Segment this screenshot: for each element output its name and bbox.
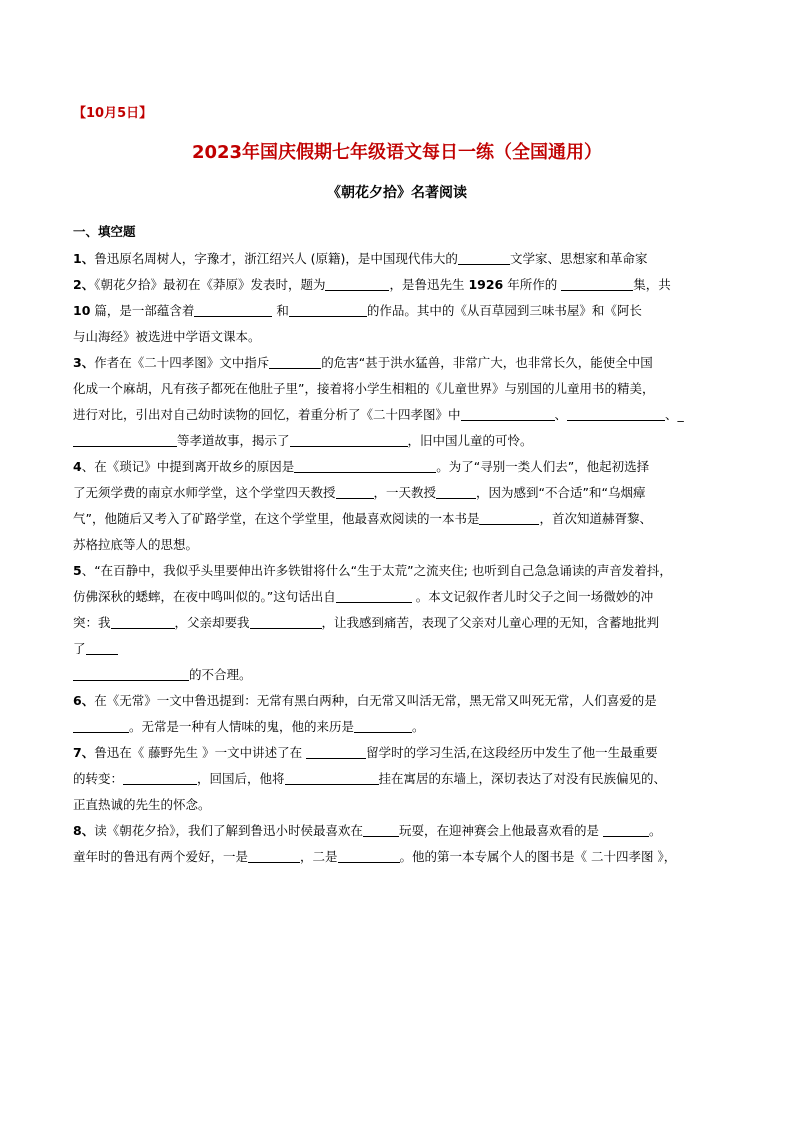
answer-blank[interactable]: [436, 484, 476, 499]
text-line: [73, 506, 728, 532]
text-line: [73, 662, 728, 688]
answer-blank[interactable]: [123, 770, 197, 785]
text-segment: 挂在寓居的东墙上，深切表达了对没有民族偏见的、: [378, 771, 667, 786]
text-line: [73, 428, 728, 454]
page-subtitle: 《朝花夕拾》名著阅读: [327, 185, 467, 201]
text-segment: 、_: [665, 407, 684, 422]
text-line: [73, 818, 728, 844]
text-segment: 。: [648, 823, 662, 838]
text-segment: ，首次知道赫胥黎、: [539, 511, 652, 526]
text-segment: 。本文记叙作者儿时父子之间一场微妙的冲: [411, 589, 654, 604]
text-line: [73, 324, 728, 350]
text-segment: 读《朝花夕拾》，我们了解到鲁迅小时侯最喜欢在: [94, 823, 363, 838]
text-segment: 文学家、思想家和革命家: [509, 251, 648, 266]
date-tag: 【10月5日】: [73, 106, 153, 121]
text-line: [73, 532, 728, 558]
text-segment: 童年时的鲁迅有两个爱好，一是: [73, 849, 249, 864]
text-line: [73, 844, 728, 870]
text-segment: 年所作的: [503, 277, 562, 292]
text-line: [73, 792, 728, 818]
text-segment: ，旧中国儿童的可怜。: [407, 433, 533, 448]
answer-blank[interactable]: [194, 302, 272, 317]
text-segment: 集，共: [633, 277, 671, 292]
question-number: 7、: [73, 745, 95, 760]
question-number: 6、: [73, 693, 95, 708]
question-number: 8、: [73, 823, 95, 838]
text-segment: 、“在百静中，我似乎头里要伸出许多铁钳将什么“生于太荒”之流夹住; 也听到自己急急诵读的声音发着抖，: [81, 563, 672, 578]
question-number: 3、: [73, 355, 95, 370]
answer-blank[interactable]: [567, 406, 665, 421]
text-line: [73, 350, 728, 376]
answer-blank[interactable]: [336, 588, 412, 603]
answer-blank[interactable]: [479, 510, 539, 525]
text-segment: 与山海经》被选进中学语文课本。: [73, 329, 261, 344]
text-segment: ，让我感到痛苦，表现了父亲对儿童心理的无知，含蓄地批判: [321, 615, 660, 630]
answer-blank[interactable]: [603, 822, 649, 837]
text-segment: 、: [554, 407, 568, 422]
answer-blank[interactable]: [290, 432, 408, 447]
answer-blank[interactable]: [111, 614, 175, 629]
text-segment: 。无常是一种有人情味的鬼，他的来历是: [129, 719, 355, 734]
answer-blank[interactable]: [336, 484, 374, 499]
text-segment: 进行对比，引出对自己幼时读物的回忆，着重分析了《二十四孝图》中: [73, 407, 461, 422]
text-segment: 。: [412, 719, 425, 734]
answer-blank[interactable]: [458, 250, 510, 265]
text-line: [73, 298, 728, 324]
text-line: [73, 402, 728, 428]
answer-blank[interactable]: [269, 354, 321, 369]
text-segment: 鲁迅原名周树人，字豫才，浙江绍兴人 (原籍)，是中国现代伟大的: [94, 251, 458, 266]
text-segment: 的作品。其中的《从百草园到三味书屋》和《阿长: [366, 303, 642, 318]
answer-blank[interactable]: [250, 614, 322, 629]
answer-blank[interactable]: [338, 848, 400, 863]
answer-blank[interactable]: [325, 276, 389, 291]
text-line: [73, 766, 728, 792]
text-segment: 正直热诚的先生的怀念。: [73, 797, 211, 812]
question-body: [73, 246, 728, 870]
text-segment: 篇，是一部蕴含着: [90, 303, 195, 318]
answer-blank[interactable]: [73, 718, 129, 733]
text-segment: 化成一个麻胡，凡有孩子都死在他肚子里”，接着将小学生相粗的《儿童世界》与别国的儿童用书的精美，: [73, 381, 655, 396]
text-segment: 仿佛深秋的蟋蟀，在夜中鸣叫似的。”这句话出自: [73, 589, 336, 604]
text-segment: 在《无常》一文中鲁迅提到：无常有黑白两种，白无常又叫活无常，黑无常又叫死无常，人们喜爱的是: [94, 693, 657, 708]
text-segment: 作者在《二十四孝图》文中指斥: [94, 355, 270, 370]
text-line: [73, 688, 728, 714]
page-title: 2023年国庆假期七年级语文每日一练（全国通用）: [191, 142, 603, 163]
text-line: [73, 272, 728, 298]
text-segment: 和: [272, 303, 289, 318]
answer-blank[interactable]: [561, 276, 633, 291]
text-segment: ，父亲却要我: [174, 615, 250, 630]
text-segment: 10: [73, 303, 91, 318]
text-line: [73, 740, 728, 766]
text-segment: 苏格拉底等人的思想。: [73, 537, 199, 552]
text-segment: 。为了“寻别一类人们去”，他起初选择: [436, 459, 650, 474]
text-line: [73, 610, 728, 636]
text-line: [73, 246, 728, 272]
text-segment: ，是鲁迅先生: [389, 277, 469, 292]
text-segment: 气”，他随后又考入了矿路学堂，在这个学堂里，他最喜欢阅读的一本书是: [73, 511, 480, 526]
answer-blank[interactable]: [354, 718, 412, 733]
text-line: [73, 454, 728, 480]
answer-blank[interactable]: [248, 848, 300, 863]
text-segment: ，二是: [300, 849, 338, 864]
text-segment: 的不合理。: [189, 667, 252, 682]
text-line: [73, 584, 728, 610]
text-segment: 玩耍，在迎神赛会上他最喜欢看的是: [398, 823, 603, 838]
text-segment: 的危害“甚于洪水猛兽，非常广大，也非常长久，能使全中国: [321, 355, 653, 370]
text-segment: 1926: [468, 277, 504, 292]
section-heading: 一、填空题: [73, 224, 136, 239]
text-segment: 鲁迅在《 藤野先生 》一文中讲述了在: [94, 745, 307, 760]
answer-blank[interactable]: [289, 302, 367, 317]
answer-blank[interactable]: [363, 822, 399, 837]
text-line: [73, 636, 728, 662]
question-number: 4: [73, 459, 82, 474]
text-line: [73, 714, 728, 740]
text-segment: ，回国后，他将: [197, 771, 285, 786]
answer-blank[interactable]: [294, 458, 436, 473]
text-segment: 等孝道故事，揭示了: [177, 433, 290, 448]
text-segment: 了无须学费的南京水师学堂，这个学堂四天教授: [73, 485, 336, 500]
question-number: 5: [73, 563, 82, 578]
answer-blank[interactable]: [73, 666, 189, 681]
answer-blank[interactable]: [285, 770, 379, 785]
text-segment: 了: [73, 641, 86, 656]
question-number: 2、: [73, 277, 95, 292]
answer-blank[interactable]: [461, 406, 555, 421]
text-segment: ，因为感到“不合适”和“乌烟瘴: [476, 485, 646, 500]
text-line: [73, 376, 728, 402]
answer-blank[interactable]: [306, 744, 366, 759]
text-segment: 《朝花夕拾》最初在《莽原》发表时，题为: [94, 277, 326, 292]
answer-blank[interactable]: [86, 640, 118, 655]
text-segment: 、在《琐记》中提到离开故乡的原因是: [81, 459, 295, 474]
text-segment: ，一天教授: [373, 485, 437, 500]
text-line: [73, 558, 728, 584]
text-segment: 。他的第一本专属个人的图书是《 二十四孝图 》，: [399, 849, 677, 864]
text-segment: 的转变：: [73, 771, 124, 786]
text-segment: 突：我: [73, 615, 111, 630]
text-segment: 留学时的学习生活,在这段经历中发生了他一生最重要: [366, 745, 658, 760]
answer-blank[interactable]: [73, 432, 177, 447]
question-number: 1、: [73, 251, 95, 266]
text-line: [73, 480, 728, 506]
